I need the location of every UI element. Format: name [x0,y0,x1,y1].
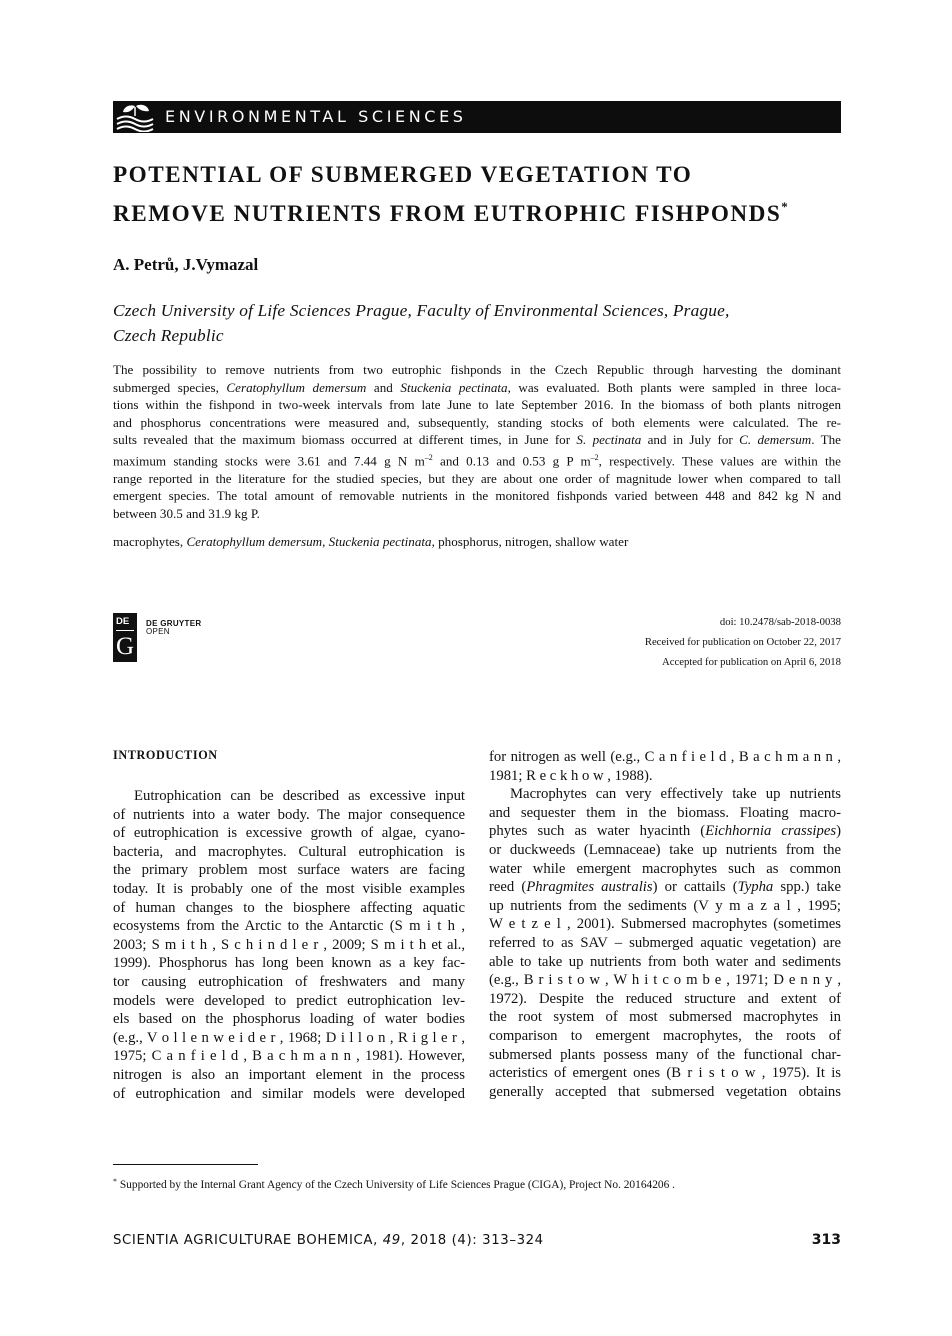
body-line: generally accepted that submersed vegetation obtains [489,1083,841,1100]
publisher-name: DE GRUYTER [146,619,202,628]
abstract-text: submerged species, [113,379,227,395]
body-line: (e.g., B r i s t o w , W h i t c o m b e , 1971; D e n n y , [489,972,841,989]
authors: A. Petrů, J.Vymazal [113,255,259,274]
species-name: Typha [737,879,774,896]
body-line: W e t z e l , 2001). Submersed macrophytes (sometimes [489,916,841,933]
abstract-line: and phosphorus concentrations were measured and, subsequently, standing stocks of both elements were calculated. The re- [113,414,841,430]
publication-info [645,612,841,672]
body-line: acteristics of emergent ones (B r i s t o w , 1975). It is [489,1065,841,1082]
affiliation-line-2: Czech Republic [113,326,224,345]
affiliation [113,298,843,348]
body-line: for nitrogen as well (e.g., C a n f i e l d , B a c h m a n n , [489,749,841,765]
body-line: 1999). Phosphorus has long been known as a key fac- [113,955,465,972]
species-name: Stuckenia pectinata [400,379,508,395]
abstract-line [113,449,841,470]
body-line: 1975; C a n f i e l d , B a c h m a n n , 1981). However, [113,1048,465,1065]
doi: doi: 10.2478/sab-2018-0038 [719,616,841,628]
body-line: up nutrients from the sediments (V y m a z a l , 1995; [489,897,841,914]
title-line-2 [113,191,853,230]
abstract-text: sults revealed that the maximum biomass occurred at different times, in June for [113,432,577,448]
abstract-text: . The [811,432,841,448]
article-title [113,160,853,230]
species-name: S. pectinata [576,432,642,448]
section-heading: INTRODUCTION [113,748,218,762]
abstract-text: , respectively. These values are within the [598,453,841,469]
affiliation-line-1: Czech University of Life Sciences Prague, Faculty of Environmental Sciences, Prague, [113,301,730,320]
abstract-text: maximum standing stocks were 3.61 and 7.44 g N m [113,453,425,469]
body-line: tor causing eutrophication of freshwaters and many [113,973,465,990]
publisher-logo [113,613,137,662]
section-banner [113,101,841,133]
body-line: of nutrients into a water body. The major consequence [113,806,465,823]
keyword-species: Stuckenia pectinata [328,534,432,549]
title-footnote-marker: * [781,199,788,214]
abstract-line [113,379,841,397]
body-line: bacteria, and macrophytes. Cultural eutrophication is [113,843,465,860]
body-line: of eutrophication is excessive growth of algae, cyano- [113,825,465,842]
body-line: models were developed to predict eutrophication lev- [113,992,465,1009]
logo-de-text: DE [116,616,130,627]
section-label: ENVIRONMENTAL SCIENCES [165,107,467,126]
species-name: Phragmites australis [526,879,653,896]
abstract [113,361,841,522]
journal-volume: 49 [382,1233,401,1248]
abstract-line: range reported in the literature for the studied species, but they are about one order of magnitude lower when compared to tall [113,470,841,486]
body-line: or duckweeds (Lemnaceae) take up nutrients from the [489,841,841,858]
body-line: today. It is probably one of the most visible examples [113,880,465,897]
species-name: C. demersum [739,432,812,448]
exponent: –2 [424,452,433,462]
keywords [113,534,628,550]
abstract-line: between 30.5 and 31.9 kg P. [113,505,260,521]
title-line-1: POTENTIAL OF SUBMERGED VEGETATION TO [113,162,693,188]
body-line [489,822,841,841]
body-line: comparison to emergent macrophytes, the roots of [489,1027,841,1044]
body-text: ) or cattails ( [652,879,738,896]
body-line: Macrophytes can very effectively take up nutrients [510,786,841,803]
footnote-marker: * [113,1177,117,1186]
page-number: 313 [811,1232,841,1248]
keyword-text: macrophytes, [113,534,187,549]
species-name: Eichhornia crassipes [705,823,837,840]
keyword-text: , [322,534,329,549]
body-line: of human changes to the biosphere affecting aquatic [113,899,465,916]
abstract-line: The possibility to remove nutrients from two eutrophic fishponds in the Czech Republic through harvesting the dominant [113,362,841,377]
footnote-divider [113,1164,258,1165]
body-line: 2003; S m i t h , S c h i n d l e r , 2009; S m i t h et al., [113,936,465,953]
body-line: the primary problem most surface waters are facing [113,862,465,879]
abstract-line [113,431,841,449]
body-text: ) [836,823,841,840]
logo-g-text: G [116,633,135,660]
footnote-text: Supported by the Internal Grant Agency of the Czech University of Life Sciences Prague (CIGA), Project No. 20164206 . [117,1179,675,1191]
leaf-wave-icon [115,102,155,132]
abstract-text: and [366,379,401,395]
title-line-2-text: REMOVE NUTRIENTS FROM EUTROPHIC FISHPONDS [113,201,782,227]
body-line [489,878,841,897]
footnote [113,1177,675,1191]
body-line: nitrogen is also an important element in the process [113,1066,465,1083]
abstract-text: and in July for [641,432,740,448]
body-line: 1972). Despite the reduced structure and extent of [489,990,841,1007]
body-text: phytes such as water hyacinth ( [489,823,706,840]
journal-name: SCIENTIA AGRICULTURAE BOHEMICA, [113,1233,383,1248]
abstract-line: tions within the fishpond in two-week intervals from late June to late September 2016. In the biomass of both plants nitrogen [113,397,841,413]
body-line: (e.g., V o l l e n w e i d e r , 1968; D i l l o n , R i g l e r , [113,1029,465,1046]
body-line: 1981; R e c k h o w , 1988). [489,767,653,784]
keyword-text: , phosphorus, nitrogen, shallow water [431,534,629,549]
abstract-text: , was evaluated. Both plants were sampled in three loca- [507,379,841,395]
body-line: ecosystems from the Arctic to the Antarctic (S m i t h , [113,918,465,935]
received-date: Received for publication on October 22, 2017 [644,636,841,648]
exponent: –2 [590,452,599,462]
body-line: referred to as SAV – submerged aquatic vegetation) are [489,934,841,951]
publisher-sub: OPEN [146,627,170,636]
body-text: reed ( [489,879,527,896]
body-line: the root system of most submersed macrophytes in [489,1009,841,1026]
body-line: water while emergent macrophytes such as common [489,860,841,877]
logo-divider [116,630,134,631]
body-text: spp.) take [773,879,841,896]
intro-column-left [113,787,465,1103]
abstract-text: and 0.13 and 0.53 g P m [432,453,591,469]
journal-issue: , 2018 (4): 313–324 [400,1233,544,1248]
keyword-species: Ceratophyllum demersum [186,534,323,549]
body-line: els based on the phosphorus loading of water bodies [113,1011,465,1028]
body-line: of eutrophication and similar models were developed [113,1085,465,1102]
body-line: able to take up nutrients from both water and sediments [489,953,841,970]
intro-column-right [489,748,841,1101]
journal-citation [113,1233,544,1248]
body-line: Eutrophication can be described as excessive input [134,788,465,804]
body-line: submersed plants possess many of the functional char- [489,1046,841,1063]
accepted-date: Accepted for publication on April 6, 2018 [662,656,841,668]
species-name: Ceratophyllum demersum [226,379,367,395]
abstract-line: emergent species. The total amount of removable nutrients in the monitored fishponds varied between 448 and 842 kg N and [113,488,841,504]
body-line: and sequester them in the biomass. Floating macro- [489,804,841,821]
